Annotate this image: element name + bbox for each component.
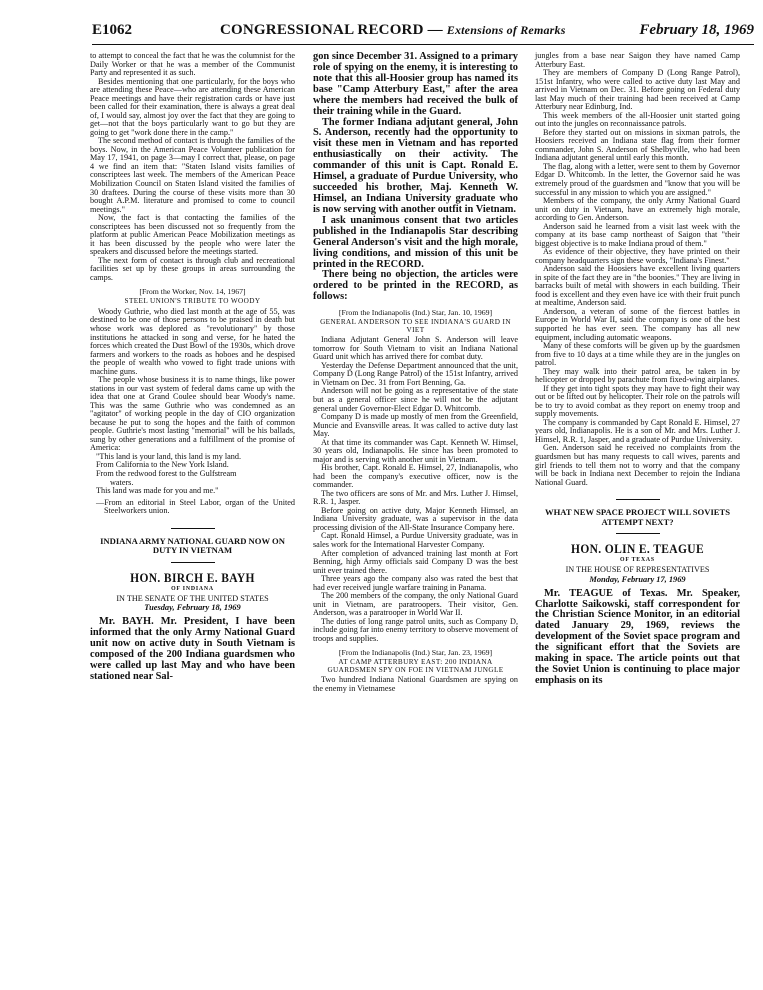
column-1 <box>90 52 295 683</box>
speaker-name: HON. OLIN E. TEAGUE <box>571 542 704 557</box>
paragraph: They may walk into their patrol area, be taken in by helicopter or dropped by parachute from fixed-wing airplanes. <box>535 366 740 385</box>
header-rule <box>92 44 754 45</box>
paragraph: The flag, along with a letter, were sent to them by Governor Edgar D. Whitcomb. In the letter, the Governor said he was extremely proud of the guardsmen and "know that you will be successful in any mission to which you are assigned." <box>535 161 740 197</box>
paragraph: Anderson will not be going as a representative of the state but as a general officer since he will not be the adjutant general under Governor-Elect Edgar D. Whitcomb. <box>313 386 518 413</box>
paragraph: Gen. Anderson said he received no complaints from the guardsmen but has many requests to call wives, parents and girl friends to tell them not to worry and that the company will be back in Indiana next December to rejoin the Indiana National Guard. <box>535 443 740 487</box>
speech-opening <box>90 617 295 683</box>
paragraph: The two officers are sons of Mr. and Mrs. Luther J. Himsel, R.R. 1, Jasper. <box>313 488 518 507</box>
column-2 <box>313 52 518 694</box>
paragraph: Many of these comforts will be given up by the guardsmen from five to 10 days at a time while they are in the jungles on patrol. <box>535 341 740 368</box>
section-title: WHAT NEW SPACE PROJECT WILL SOVIETS ATTEMPT NEXT? <box>544 507 731 527</box>
poem-line: This land was made for you and me." <box>96 486 219 496</box>
paragraph: This week members of the all-Hoosier unit started going out into the jungles on reconnaissance patrols. <box>535 110 740 129</box>
paragraph: I ask unanimous consent that two articles published in the Indianapolis Star describing General Anderson's visit and the high morale, living conditions, and mission of this unit be printed in the RECORD. <box>313 214 518 270</box>
chamber: IN THE SENATE OF THE UNITED STATES <box>116 593 269 603</box>
poem-quote <box>90 453 295 496</box>
source-citation: [From the Indianapolis (Ind.) Star, Jan. 10, 1969] <box>338 308 493 318</box>
paragraph: The 200 members of the company, the only National Guard unit in Vietnam, are paratroopers. Their visitor, Gen. Anderson, was a paratrooper in World War II. <box>313 591 518 618</box>
source-citation: [From the Indianapolis (Ind.) Star, Jan. 23, 1969] <box>338 648 493 658</box>
paragraph: Indiana Adjutant General John S. Anderson will leave tomorrow for South Vietnam to visit an Indiana National Guard unit which has arrived there for combat duty. <box>313 335 518 362</box>
paragraph: Before they started out on missions in sixman patrols, the Hoosiers received an Indiana state flag from their former commander, John S. Anderson of Shelbyville, who had been Indiana adjutant general until early this month. <box>535 127 740 163</box>
paragraph: After completion of advanced training last month at Fort Benning, high Army officials said Company D was the best unit ever trained there. <box>313 548 518 575</box>
poem-line: From the redwood forest to the Gulfstream <box>96 469 237 479</box>
column-3 <box>535 52 740 687</box>
source-citation: [From the Worker, Nov. 14, 1967] <box>139 287 246 297</box>
paragraph: Company D is made up mostly of men from the Greenfield, Muncie and Evansville areas. It was called to active duty last May. <box>313 412 518 439</box>
article-subhead: GENERAL ANDERSON TO SEE INDIANA'S GUARD IN VIET <box>320 318 511 334</box>
header-date: February 18, 1969 <box>639 22 754 38</box>
paragraph: The company is commanded by Capt Ronald E. Himsel, 27 years old, Indianapolis. He is a son of Mr. and Mrs. Luther J. Himsel, R.R. 1, Jasper, and a graduate of Purdue University. <box>535 417 740 444</box>
paragraph: The next form of contact is through club and recreational facilities set up by these groups in areas surrounding the camps. <box>90 255 295 282</box>
paragraph: to attempt to conceal the fact that he was the columnist for the Daily Worker or that he was a member of the Communist Party and represented it as such. <box>90 51 295 78</box>
paragraph: Capt. Ronald Himsel, a Purdue University graduate, was in sales work for the International Harvester Company. <box>313 531 518 550</box>
paragraph: Woody Guthrie, who died last month at the age of 55, was destined to be one of those persons to be praised in death but whose work was deplored as "revolutionary" by those institutions he attacked in song and verse, for he hated the forces which created the Dust Bowl of the 1930s, which drove farmers and workers to the roads as hoboes and he despised the people of wealth who vowed to fight trade unions with machine guns. <box>90 306 295 376</box>
paragraph: The second method of contact is through the families of the boys. Now, in the American Peace Volunteer publication for May 17, 1941, on page 3—may I correct that, please, on page 4 we find an item that: "Staten Island visits families of conscriptees last week. The members of the American Peace Mobilization Council on Staten Island visited the families of 30 draftees. During the course of these visits more than 30 bought A.P.M. literature and promised to come to council meetings." <box>90 136 295 214</box>
poem-line: "This land is your land, this land is my land. <box>96 451 242 461</box>
speaker-state: OF INDIANA <box>171 585 214 592</box>
paragraph: jungles from a base near Saigon they have named Camp Atterbury East. <box>535 51 740 69</box>
paragraph: Now, the fact is that contacting the families of the conscriptees has been discussed not so frequently from the platform at public American Peace Mobilization meetings as it has been discussed by the people who were later the speakers and discussed before the meetings started. <box>90 213 295 257</box>
paragraph: Anderson, a veteran of some of the fiercest battles in Europe in World War II, said the company is one of the best supported he has ever seen. The company has all new equipment, including automatic weapons. <box>535 306 740 342</box>
paragraph: Mr. BAYH. Mr. President, I have been informed that the only Army National Guard unit now on active duty in South Vietnam is composed of the 200 Indiana guardsmen who were called up last May and who have been stationed near Sal- <box>90 616 295 682</box>
paragraph: Before going on active duty, Major Kenneth Himsel, an Indiana University graduate, was a supervisor in the data processing division of the All-State Insurance Company here. <box>313 505 518 532</box>
paragraph: The people whose business it is to name things, like power stations in our vast system of federal dams came up with the idea that one at Grand Coulee should bear Woody's name. This was the same Guthrie who was condemned as an "agitator" of working people in the day of CIO organization because he put to song the hopes and the faith of common people. Guthrie's most lasting "memorial" will be his ballads, sung by other generations and a fulfillment of the promise of America: <box>90 375 295 453</box>
section-title: INDIANA ARMY NATIONAL GUARD NOW ON DUTY IN VIETNAM <box>100 535 285 556</box>
poem-line: From California to the New York Island. <box>96 460 229 470</box>
publication-title: CONGRESSIONAL RECORD — Extensions of Remarks <box>220 22 566 38</box>
record-title: CONGRESSIONAL RECORD <box>220 22 424 38</box>
paragraph: Anderson said the Hoosiers have excellent living quarters in spite of the fact they are in "the boonies." They are living in barracks built of metal with showers in each building. Their food is excellent and they even have ice with their fruit punch at mealtime, Anderson said. <box>535 264 740 308</box>
paragraph: Three years ago the company also was rated the best that had ever received jungle warfare training in Panama. <box>313 574 518 592</box>
paragraph: If they get into tight spots they may have to fight their way out or be lifted out by helicopter. Their role on the patrols will be to try to avoid combat as they report on enemy troop and supply movements. <box>535 383 740 419</box>
speech-opening <box>535 589 740 687</box>
session-date: Tuesday, February 18, 1969 <box>144 603 241 613</box>
paragraph: The former Indiana adjutant general, John S. Anderson, recently had the opportunity to visit these men in Vietnam and has reported enthusiastically on their activity. The commander of this unit is Capt. Ronald E. Himsel, a graduate of Purdue University, who succeeded his brother, Maj. Kenneth W. Himsel, an Indiana University graduate who is now serving with another outfit in Vietnam. <box>313 116 518 215</box>
session-date: Monday, February 17, 1969 <box>589 574 686 584</box>
paragraph: As evidence of their objective, they have printed on their company headquarters sign these words, "Indiana's Finest." <box>535 247 740 265</box>
paragraph: Yesterday the Defense Department announced that the unit, Company D (Long Range Patrol) of the 151st Infantry, arrived in Vietnam on Dec. 31 from Fort Benning, Ga. <box>313 360 519 387</box>
section-divider <box>171 562 215 563</box>
speech-continuation <box>313 52 518 303</box>
paragraph: Mr. TEAGUE of Texas. Mr. Speaker, Charlotte Saikowski, staff correspondent for the Christian Science Monitor, in an editorial dated January 29, 1969, reviews the development of the Soviet space program and the significant effort that the Soviets are making in space. The article points out that the Soviet Union is continuing to place major emphasis on its <box>535 587 740 686</box>
page-header <box>92 20 754 44</box>
paragraph: His brother, Capt. Ronald E. Himsel, 27, Indianapolis, who had been the company's executive officer, now is the commander. <box>313 463 518 490</box>
paragraph: Members of the company, the only Army National Guard unit on duty in Vietnam, have an extremely high morale, according to Gen. Anderson. <box>535 196 740 223</box>
section-name: Extensions of Remarks <box>446 23 566 37</box>
chamber: IN THE HOUSE OF REPRESENTATIVES <box>565 565 710 575</box>
section-divider <box>616 533 660 534</box>
speaker-state: OF TEXAS <box>620 557 655 564</box>
article-subhead: AT CAMP ATTERBURY EAST: 200 INDIANA GUARDSMEN SPY ON FOE IN VIETNAM JUNGLE <box>327 658 504 674</box>
paragraph: Two hundred Indiana National Guardsmen are spying on the enemy in Vietnamese <box>313 675 518 693</box>
section-divider <box>616 499 660 500</box>
paragraph: They are members of Company D (Long Range Patrol), 151st Infantry, who were called to active duty last May and arrived in Vietnam on Dec. 31. Before going on Federal duty last May much of their training had been received at Camp Atterbury near Edinburg, Ind. <box>535 68 740 112</box>
paragraph: Besides mentioning that one particularly, for the boys who are attending these Peace—who are attending these American Peace meetings and have their registration cards or have just been called for their examination, there is always a great deal of, I would say, almost joy over the fact that they are going to get—not that the boys particularly want to go but they are going to get "work done there in the camp." <box>90 76 295 137</box>
paragraph: The duties of long range patrol units, such as Company D, include going far into enemy territory to observe movement of troops and supplies. <box>313 616 518 643</box>
page-number: E1062 <box>92 22 133 38</box>
paragraph: There being no objection, the articles were ordered to be printed in the RECORD, as follows: <box>313 269 518 303</box>
paragraph: At that time its commander was Capt. Kenneth W. Himsel, 30 years old, Indianapolis. He since has been promoted to major and is serving with another unit in Vietnam. <box>313 437 518 464</box>
paragraph: gon since December 31. Assigned to a primary role of spying on the enemy, it is interesting to note that this all-Hoosier group has named its base "Camp Atterbury East," after the area where the members had received the bulk of their training while in the Guard. <box>313 51 518 117</box>
editorial-attribution: —From an editorial in Steel Labor, organ of the United Steelworkers union. <box>96 497 295 516</box>
paragraph: Anderson said he learned from a visit last week with the company at its base camp northeast of Saigon that "their biggest objective is to make Indiana proud of them." <box>535 221 740 248</box>
section-divider <box>171 528 215 529</box>
poem-line: waters. <box>110 477 134 487</box>
speaker-name: HON. BIRCH E. BAYH <box>130 570 255 585</box>
article-subhead: STEEL UNION'S TRIBUTE TO WOODY <box>124 297 261 306</box>
